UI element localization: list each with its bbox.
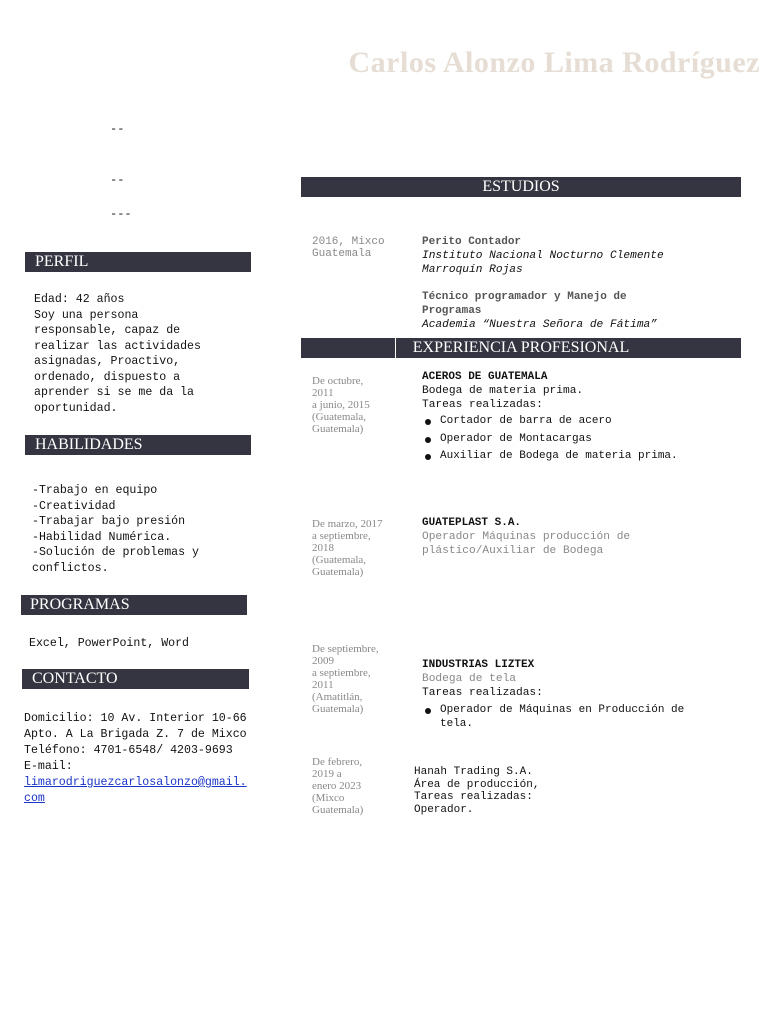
job-date: De octubre, 2011 a junio, 2015 (Guatemala, Guatemala) [312, 375, 370, 435]
section-header-estudios: ESTUDIOS [301, 177, 741, 197]
task-item: Auxiliar de Bodega de materia prima. [422, 450, 742, 464]
section-header-experiencia [301, 338, 741, 358]
job-date: De febrero, 2019 a enero 2023 (Mixco Guatemala) [312, 756, 364, 816]
estudio-item [422, 235, 742, 277]
task-item: Operador de Máquinas en Producción de tela. [422, 704, 742, 731]
job-desc: Bodega de materia prima. Tareas realizadas: [422, 385, 584, 411]
perfil-text: Edad: 42 años Soy una persona responsable, capaz de realizar las actividades asignadas, Proactivo, ordenado, dispuesto a aprender si se me da la oportunidad. [34, 293, 201, 415]
job-date: De septiembre, 2009 a septiembre, 2011 (Amatitlán, Guatemala) [312, 643, 379, 715]
placeholder-dash: -- [110, 173, 125, 187]
contacto-block [24, 711, 260, 807]
estudio-school: Instituto Nacional Nocturno Clemente Marroquín Rojas [422, 250, 664, 276]
job-entry [422, 370, 742, 468]
section-header-habilidades: HABILIDADES [25, 435, 251, 455]
section-header-perfil: PERFIL [25, 252, 251, 272]
job-desc: Operador Máquinas producción de plástico/Auxiliar de Bodega [422, 531, 631, 557]
estudio-item [422, 290, 742, 332]
email-line-1: limarodriguezcarlosalonzo@gmail. [24, 776, 247, 789]
estudios-date: 2016, Mixco Guatemala [312, 236, 385, 260]
job-company: INDUSTRIAS LIZTEX [422, 659, 535, 671]
job-date: De marzo, 2017 a septiembre, 2018 (Guatemala, Guatemala) [312, 518, 383, 578]
programas-text: Excel, PowerPoint, Word [29, 637, 190, 650]
task-item: Operador de Montacargas [422, 433, 742, 447]
experiencia-title: EXPERIENCIA PROFESIONAL [412, 339, 630, 356]
email-line-2: com [24, 792, 45, 805]
task-list [422, 704, 742, 731]
job-entry [422, 658, 742, 735]
job-desc: Hanah Trading S.A. Área de producción, Tareas realizadas: Operador. [414, 766, 540, 816]
job-company: GUATEPLAST S.A. [422, 517, 522, 529]
placeholder-dash: -- [110, 122, 125, 136]
estudio-school: Academia “Nuestra Señora de Fátima” [422, 319, 657, 331]
divider [395, 338, 396, 358]
estudio-title: Técnico programador y Manejo de Programas [422, 291, 627, 317]
job-company: ACEROS DE GUATEMALA [422, 371, 548, 383]
task-item: Cortador de barra de acero [422, 415, 742, 429]
contacto-text: Domicilio: 10 Av. Interior 10-66 Apto. A La Brigada Z. 7 de Mixco Teléfono: 4701-6548/ 4203-9693 E-mail: [24, 712, 247, 773]
habilidades-text: -Trabajo en equipo -Creatividad -Trabajar bajo presión -Habilidad Numérica. -Solución de problemas y conflictos. [32, 484, 199, 575]
estudio-title: Perito Contador [422, 236, 522, 248]
section-header-contacto: CONTACTO [22, 669, 249, 689]
job-desc-tasks-label: Tareas realizadas: [422, 687, 543, 699]
section-header-programas: PROGRAMAS [21, 595, 247, 615]
placeholder-dash: --- [110, 207, 132, 221]
candidate-name: Carlos Alonzo Lima Rodríguez [348, 46, 760, 79]
task-list [422, 415, 742, 464]
email-link[interactable] [24, 775, 260, 807]
job-entry [422, 516, 742, 558]
job-desc: Bodega de tela [422, 673, 516, 685]
